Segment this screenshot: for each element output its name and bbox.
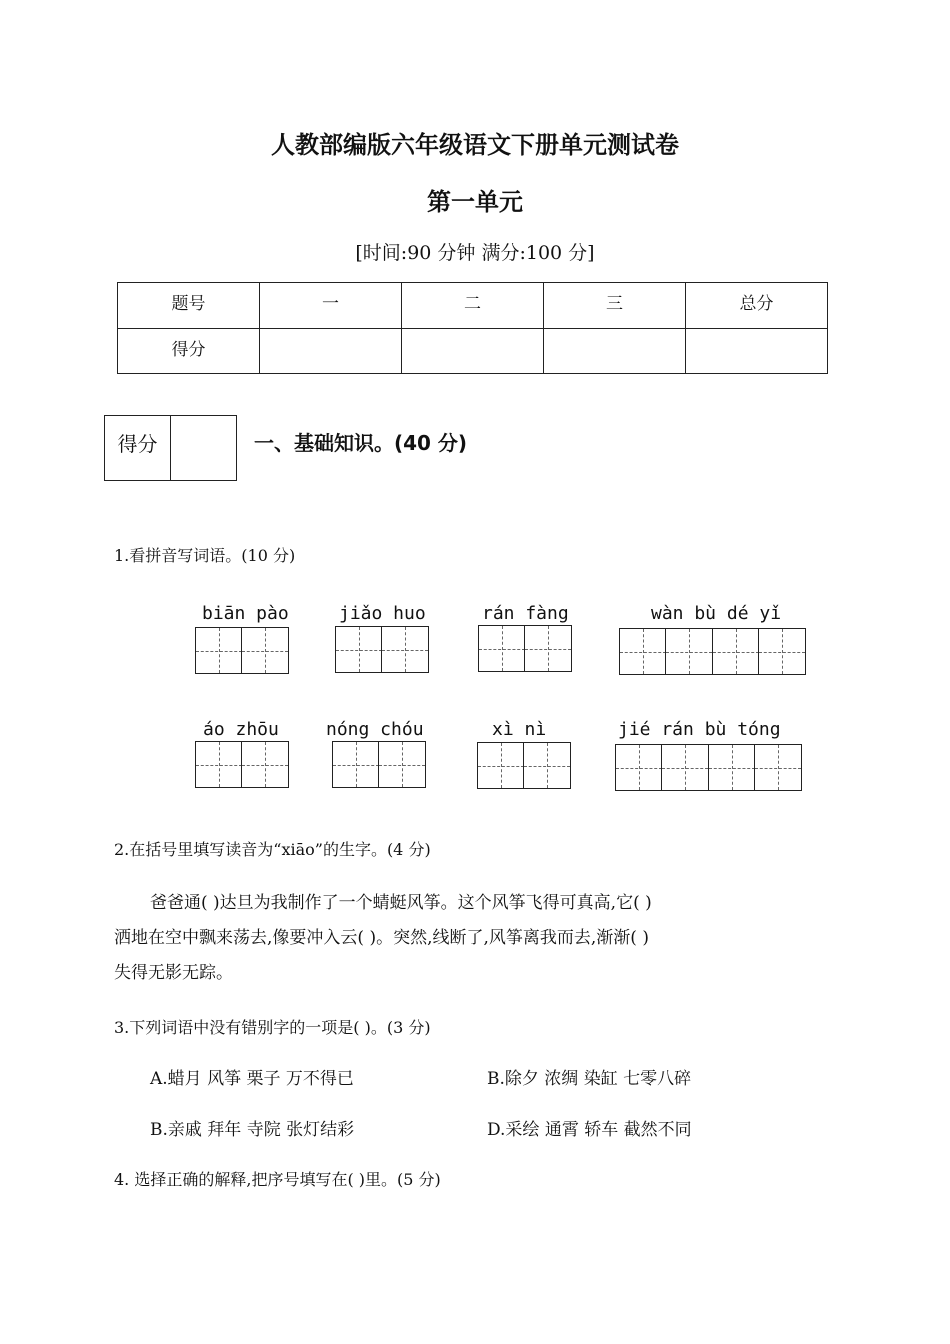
time-info: [时间:90 分钟 满分:100 分]: [355, 242, 595, 264]
tianzige-cell[interactable]: [335, 626, 383, 673]
tianzige-cell[interactable]: [524, 625, 572, 672]
tianzige-cell[interactable]: [478, 625, 526, 672]
section-title: 一、基础知识。(40 分): [254, 431, 468, 455]
tianzige-cell[interactable]: [754, 744, 802, 791]
pinyin-label: rán fàng: [482, 603, 569, 624]
tianzige-cell[interactable]: [523, 742, 571, 789]
score-table: [117, 282, 828, 374]
tianzige-cell[interactable]: [477, 742, 525, 789]
score-table-header-row: [118, 283, 828, 329]
pinyin-label: xì nì: [492, 719, 547, 740]
score-header-cell: 题号: [118, 283, 260, 329]
score-header-cell: 总分: [686, 283, 828, 329]
pinyin-label: jié rán bù tóng: [618, 719, 781, 740]
score-cell[interactable]: [686, 328, 828, 374]
writing-grid: [616, 744, 802, 791]
tianzige-cell[interactable]: [615, 744, 663, 791]
tianzige-cell[interactable]: [712, 628, 760, 675]
tianzige-cell[interactable]: [195, 741, 243, 788]
question-3-prompt: 3.下列词语中没有错别字的一项是( )。(3 分): [114, 1018, 431, 1037]
score-cell[interactable]: [544, 328, 686, 374]
pinyin-label: nóng chóu: [326, 719, 424, 740]
tianzige-cell[interactable]: [619, 628, 667, 675]
page-title: 人教部编版六年级语文下册单元测试卷: [271, 131, 679, 159]
tianzige-cell[interactable]: [665, 628, 713, 675]
pinyin-label: biān pào: [202, 603, 289, 624]
option-a[interactable]: A.蜡月 风筝 栗子 万不得已: [150, 1069, 354, 1089]
tianzige-cell[interactable]: [661, 744, 709, 791]
writing-grid: [620, 628, 806, 675]
question-2-line: 失得无影无踪。: [114, 963, 233, 983]
question-2-prompt: 2.在括号里填写读音为“xiāo”的生字。(4 分): [114, 840, 431, 859]
tianzige-cell[interactable]: [378, 741, 426, 788]
unit-title: 第一单元: [427, 188, 523, 216]
writing-grid: [333, 741, 426, 788]
writing-grid: [196, 741, 289, 788]
tianzige-cell[interactable]: [241, 741, 289, 788]
question-1-prompt: 1.看拼音写词语。(10 分): [114, 546, 296, 565]
tianzige-cell[interactable]: [708, 744, 756, 791]
writing-grid: [196, 627, 289, 674]
score-header-cell: 三: [544, 283, 686, 329]
option-b[interactable]: B.除夕 浓绸 染缸 七零八碎: [487, 1069, 692, 1089]
tianzige-cell[interactable]: [195, 627, 243, 674]
writing-grid: [336, 626, 429, 673]
tianzige-cell[interactable]: [381, 626, 429, 673]
tianzige-cell[interactable]: [332, 741, 380, 788]
section-score-box: [104, 415, 237, 481]
tianzige-cell[interactable]: [241, 627, 289, 674]
question-2-line: 爸爸通( )达旦为我制作了一个蜻蜓风筝。这个风筝飞得可真高,它( ): [150, 893, 652, 913]
score-cell[interactable]: [260, 328, 402, 374]
score-header-cell: 二: [402, 283, 544, 329]
pinyin-label: áo zhōu: [203, 719, 279, 740]
score-table-score-row: [118, 328, 828, 374]
pinyin-label: wàn bù dé yǐ: [651, 603, 782, 624]
writing-grid: [479, 625, 572, 672]
score-header-cell: 一: [260, 283, 402, 329]
question-4-prompt: 4. 选择正确的解释,把序号填写在( )里。(5 分): [114, 1170, 441, 1189]
score-cell[interactable]: [402, 328, 544, 374]
pinyin-label: jiǎo huo: [339, 603, 426, 624]
writing-grid: [478, 742, 571, 789]
option-d[interactable]: D.采绘 通霄 轿车 截然不同: [487, 1120, 692, 1140]
tianzige-cell[interactable]: [758, 628, 806, 675]
score-row-label: 得分: [118, 328, 260, 374]
section-score-label: 得分: [105, 416, 171, 480]
question-2-line: 洒地在空中飘来荡去,像要冲入云( )。突然,线断了,风筝离我而去,渐渐( ): [114, 928, 649, 948]
option-c[interactable]: B.亲戚 拜年 寺院 张灯结彩: [150, 1120, 355, 1140]
